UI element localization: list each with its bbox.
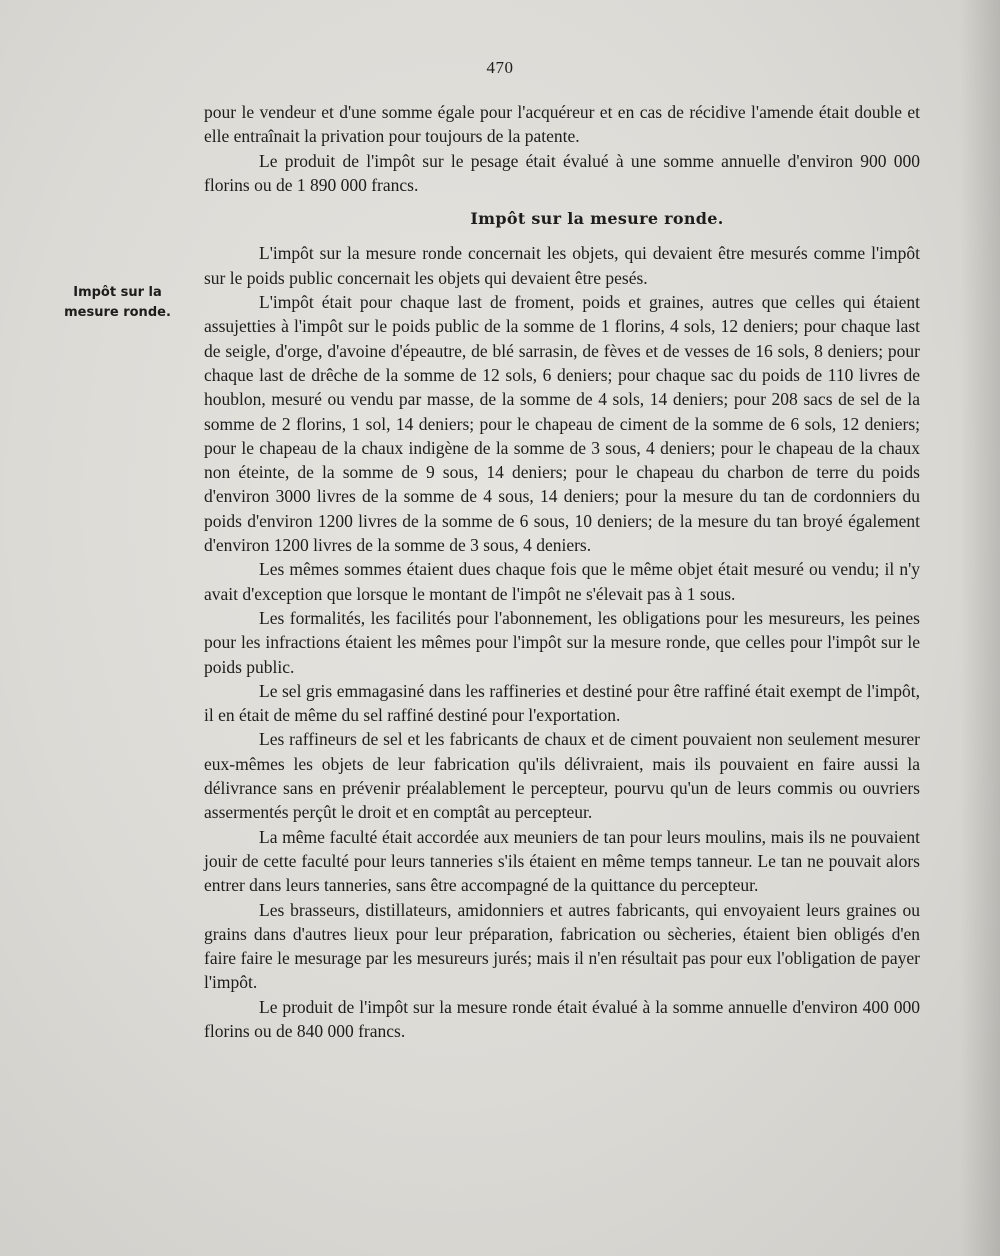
- paragraph: Les mêmes sommes étaient dues chaque fois que le même objet était mesuré ou vendu; il n'y avait d'exception que lorsque le montant de l'impôt ne s'élevait pas à 1 sous.: [204, 559, 920, 604]
- margin-note-line-2: mesure ronde.: [64, 305, 171, 320]
- paragraph: La même faculté était accordée aux meuniers de tan pour leurs moulins, mais ils ne pouvaient jouir de cette faculté pour leurs tanneries s'ils étaient en même temps tanneur. Le tan ne pouvait alors entrer dans leurs tanneries, sans être accompagné de la quittance du percepteur.: [204, 826, 920, 896]
- paragraph: Les raffineurs de sel et les fabricants de chaux et de ciment pouvaient non seulement mesurer eux-mêmes les objets de leur fabrication qu'ils délivraient, mais ils pouvaient en faire aussi la délivrance sans en prévenir préalablement le percepteur, pourvu qu'un de leurs commis ou ouvriers assermentés perçût le droit et en comptât au percepteur.: [204, 729, 920, 823]
- paragraph: Le produit de l'impôt sur le pesage était évalué à une somme annuelle d'environ 900 000 florins ou de 1 890 000 francs.: [204, 150, 920, 195]
- paragraph: Les formalités, les facilités pour l'abonnement, les obligations pour les mesureurs, les peines pour les infractions étaient les mêmes pour l'impôt sur la mesure ronde, que celles pour l'impôt sur le poids public.: [204, 607, 920, 677]
- margin-note-line-1: Impôt sur la: [73, 285, 162, 300]
- paragraph: L'impôt était pour chaque last de froment, poids et graines, autres que celles qui étaient assujetties à l'impôt sur le poids public de la somme de 1 florins, 4 sols, 12 deniers; pour chaque last de seigle, d'orge, d'avoine d'épeautre, de blé sarrasin, de fèves et de vesses de 16 sols, 8 deniers; pour chaque last de drêche de la somme de 12 sols, 6 deniers; pour chaque sac du poids de 110 livres de houblon, mesuré ou vendu par masse, de la somme de 4 sols, 14 deniers; pour 208 sacs de sel de la somme de 2 florins, 1 sol, 14 deniers; pour le chapeau de ciment de la somme de 6 sols, 12 deniers; pour le chapeau de la chaux indigène de la somme de 3 sous, 4 deniers; pour le chapeau de la chaux non éteinte, de la somme de 9 sous, 14 deniers; pour le chapeau du charbon de terre du poids d'environ 3000 livres de la somme de 4 sous, 14 deniers; pour la mesure du tan de cordonniers du poids d'environ 1200 livres de la somme de 6 sous, 10 deniers; de la mesure du tan broyé également d'environ 1200 livres de la somme de 3 sous, 4 deniers.: [204, 292, 920, 556]
- margin-note: [40, 283, 195, 323]
- page-number: 470: [486, 58, 514, 77]
- page-edge-shadow: [960, 0, 1000, 1256]
- body-text: [204, 100, 920, 1043]
- paragraph: Le produit de l'impôt sur la mesure ronde était évalué à la somme annuelle d'environ 400 000 florins ou de 840 000 francs.: [204, 996, 920, 1041]
- section-heading: Impôt sur la mesure ronde.: [470, 209, 724, 229]
- paragraph: Les brasseurs, distillateurs, amidonniers et autres fabricants, qui envoyaient leurs graines ou grains dans d'autres lieux pour leur préparation, fabrication ou sècheries, étaient bien obligés d'en faire faire le mesurage par les mesureurs jurés; mais il n'en résultait pas pour eux l'obligation de payer l'impôt.: [204, 899, 920, 993]
- paragraph: pour le vendeur et d'une somme égale pour l'acquéreur et en cas de récidive l'amende était double et elle entraînait la privation pour toujours de la patente.: [204, 102, 920, 147]
- paragraph: L'impôt sur la mesure ronde concernait les objets, qui devaient être mesurés comme l'impôt sur le poids public concernait les objets qui devaient être pesés.: [204, 243, 920, 288]
- paragraph: Le sel gris emmagasiné dans les raffineries et destiné pour être raffiné était exempt de l'impôt, il en était de même du sel raffiné destiné pour l'exportation.: [204, 680, 920, 726]
